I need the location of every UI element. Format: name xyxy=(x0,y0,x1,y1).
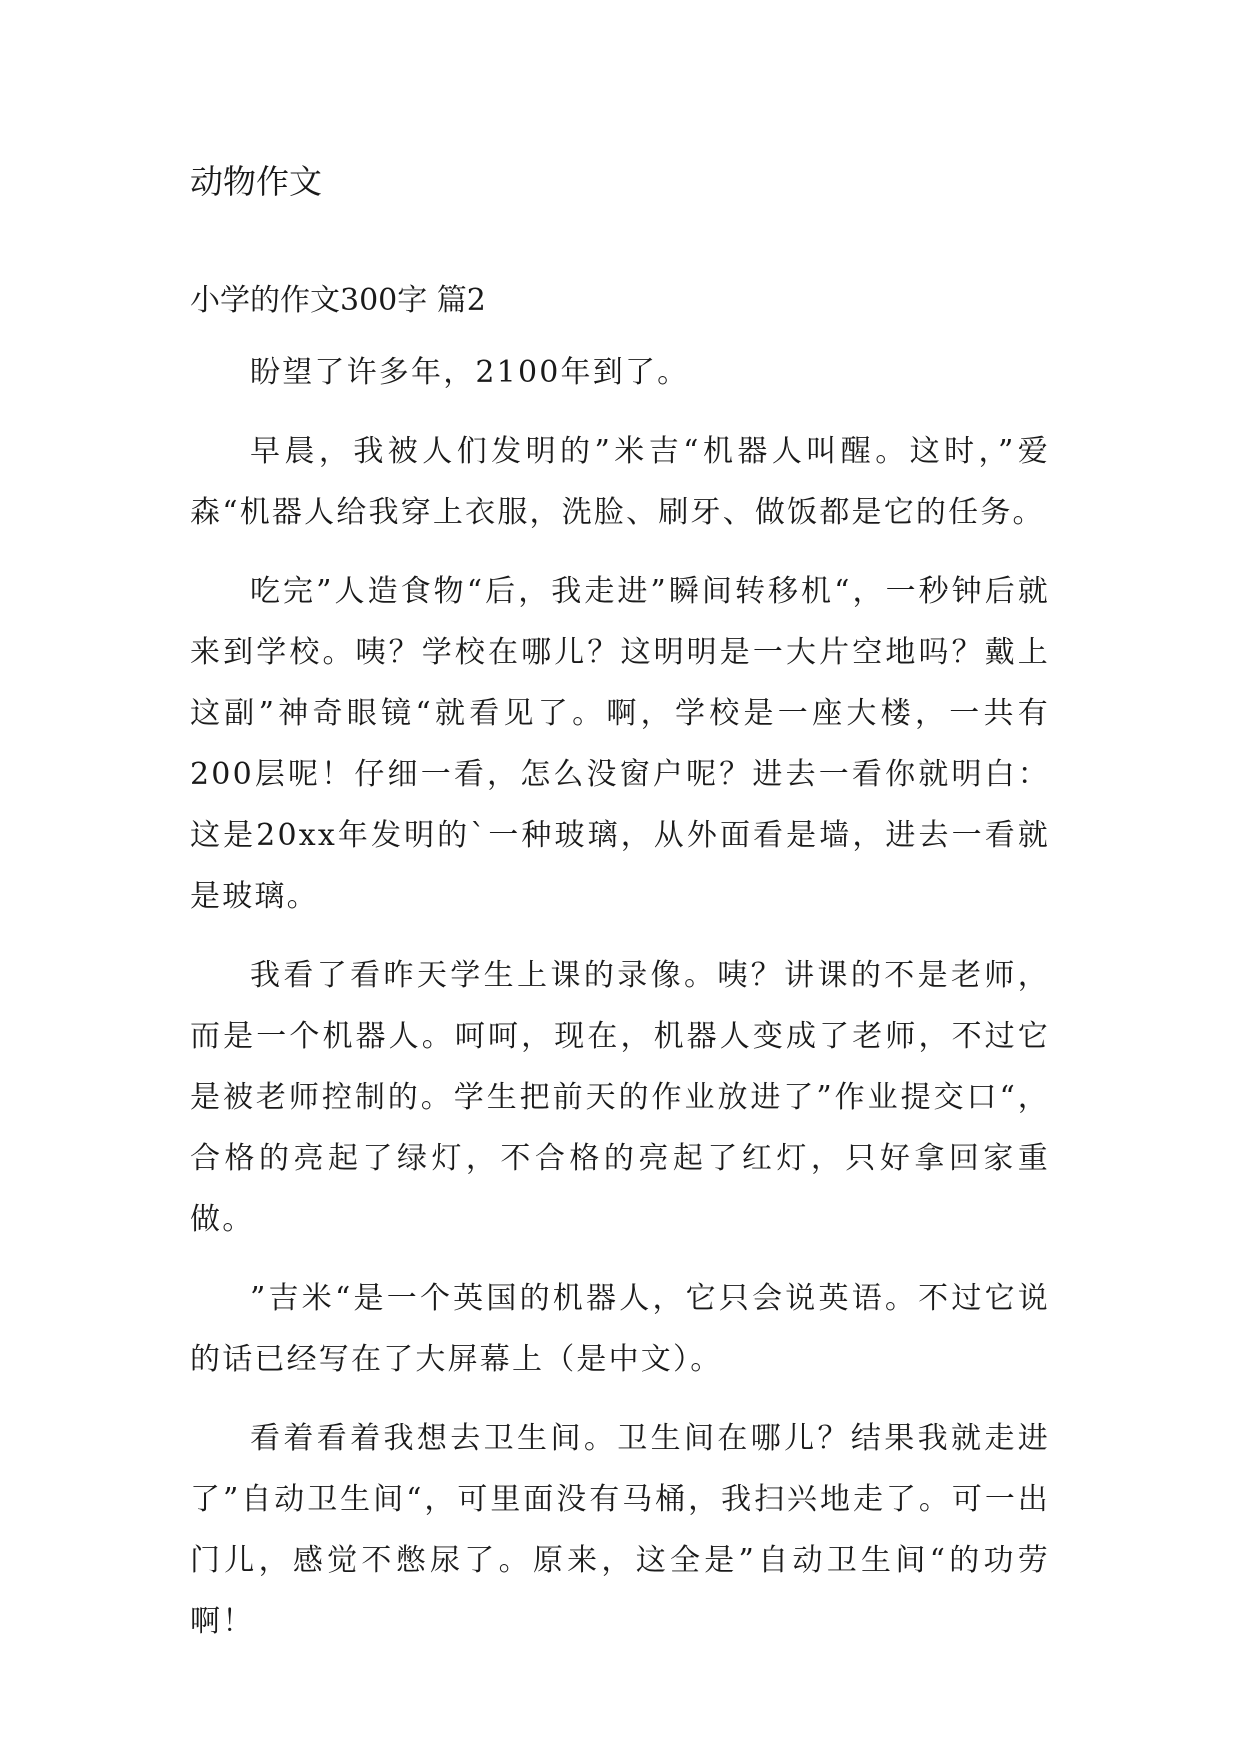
document-title: 动物作文 xyxy=(190,162,322,201)
essay xyxy=(190,279,1050,1670)
essay-paragraph: 早晨，我被人们发明的”米吉“机器人叫醒。这时，”爱森“机器人给我穿上衣服，洗脸、刷牙、做饭都是它的任务。 xyxy=(190,434,1050,530)
essay-paragraph: 我看了看昨天学生上课的录像。咦？讲课的不是老师，而是一个机器人。呵呵，现在，机器人变成了老师，不过它是被老师控制的。学生把前天的作业放进了”作业提交口“，合格的亮起了绿灯，不合格的亮起了红灯，只好拿回家重做。 xyxy=(190,958,1050,1237)
essay-paragraph: 吃完”人造食物“后，我走进”瞬间转移机“，一秒钟后就来到学校。咦？学校在哪儿？这明明是一大片空地吗？戴上这副”神奇眼镜“就看见了。啊，学校是一座大楼，一共有200层呢！仔细一看，怎么没窗户呢？进去一看你就明白：这是20xx年发明的`一种玻璃，从外面看是墙，进去一看就是玻璃。 xyxy=(190,574,1051,914)
essay-paragraph: ”吉米“是一个英国的机器人，它只会说英语。不过它说的话已经写在了大屏幕上（是中文）。 xyxy=(190,1281,1050,1377)
essay-heading: 小学的作文300字 篇2 xyxy=(190,283,486,318)
essay-paragraph: 看着看着我想去卫生间。卫生间在哪儿？结果我就走进了”自动卫生间“，可里面没有马桶，我扫兴地走了。可一出门儿，感觉不憋尿了。原来，这全是”自动卫生间“的功劳啊！ xyxy=(190,1421,1050,1639)
essay-paragraph: 盼望了许多年，2100年到了。 xyxy=(250,355,690,390)
